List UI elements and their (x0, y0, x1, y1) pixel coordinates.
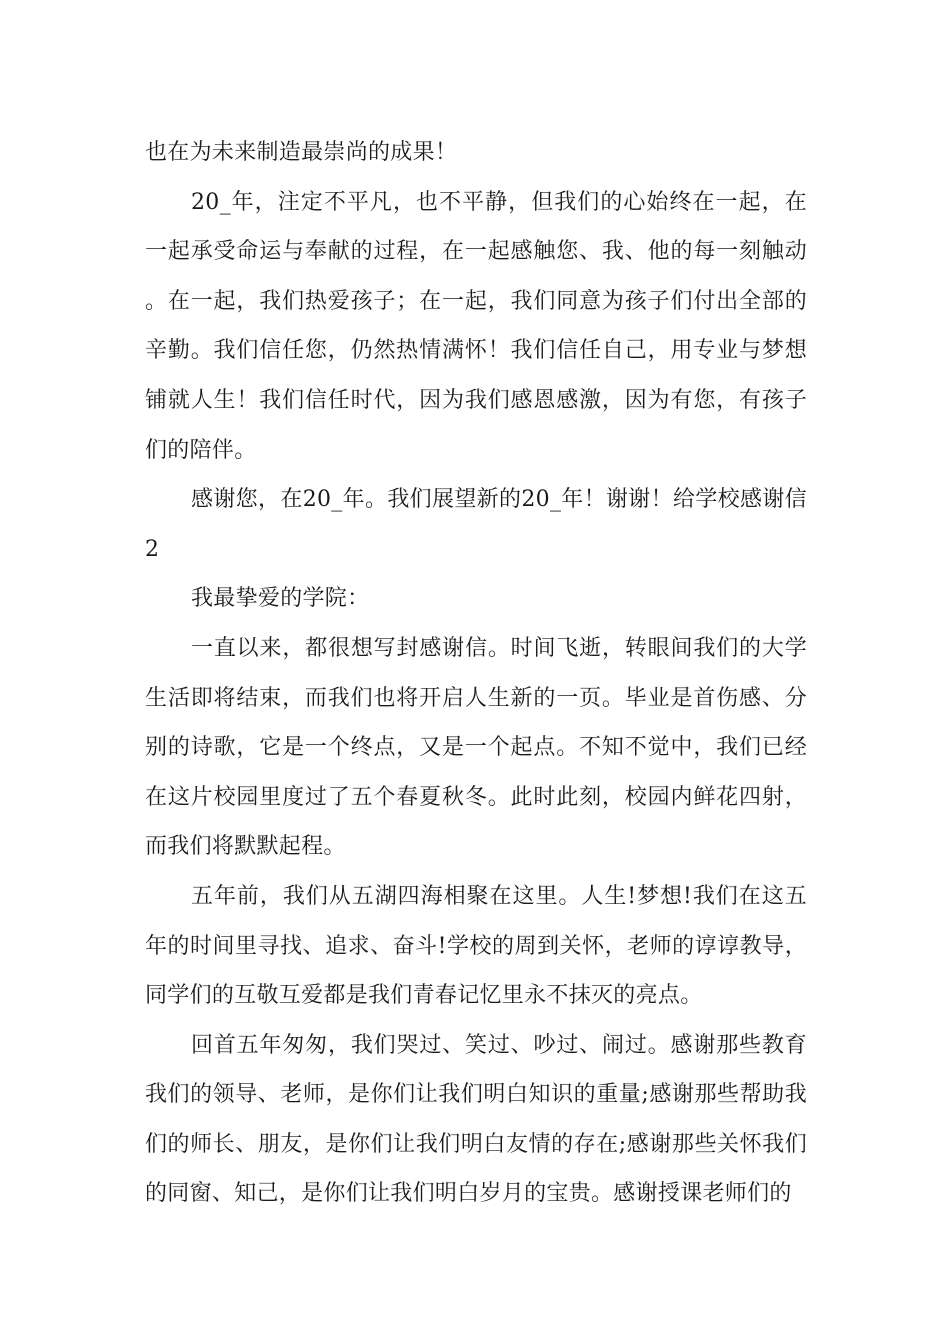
paragraph-1: 也在为未来制造最崇尚的成果！ (145, 140, 458, 165)
document-body (145, 128, 807, 1219)
paragraph-3: 感谢您，在20_年。我们展望新的20_年！谢谢！给学校感谢信2 (145, 487, 807, 562)
paragraph-6: 五年前，我们从五湖四海相聚在这里。人生!梦想!我们在这五年的时间里寻找、追求、奋斗!学校的周到关怀，老师的谆谆教导，同学们的互敬互爱都是我们青春记忆里永不抹灭的亮点。 (145, 883, 807, 1009)
salutation: 我最挚爱的学院： (191, 586, 370, 612)
paragraph-7: 回首五年匆匆，我们哭过、笑过、吵过、闹过。感谢那些教育我们的领导、老师，是你们让我们明白知识的重量;感谢那些帮助我们的师长、朋友，是你们让我们明白友情的存在;感谢那些关怀我们的同窗、知己，是你们让我们明白岁月的宝贵。感谢授课老师们的 (145, 1032, 807, 1207)
paragraph-2: 20_年，注定不平凡，也不平静，但我们的心始终在一起，在一起承受命运与奉献的过程，在一起感触您、我、他的每一刻触动。在一起，我们热爱孩子；在一起，我们同意为孩子们付出全部的辛勤。我们信任您，仍然热情满怀！我们信任自己，用专业与梦想铺就人生！我们信任时代，因为我们感恩感激，因为有您，有孩子们的陪伴。 (145, 189, 807, 463)
paragraph-5: 一直以来，都很想写封感谢信。时间飞逝，转眼间我们的大学生活即将结束，而我们也将开启人生新的一页。毕业是首伤感、分别的诗歌，它是一个终点，又是一个起点。不知不觉中，我们已经在这片校园里度过了五个春夏秋冬。此时此刻，校园内鲜花四射，而我们将默默起程。 (145, 635, 807, 860)
